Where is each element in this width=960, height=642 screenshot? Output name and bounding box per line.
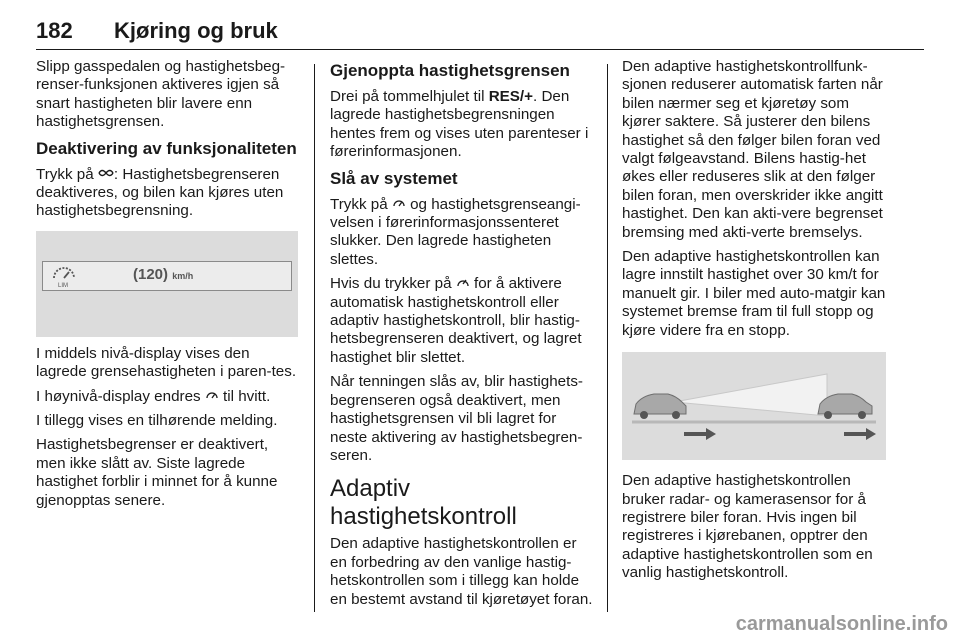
heading-deactivate: Deaktivering av funksjonaliteten xyxy=(36,138,297,158)
speed-limiter-icon xyxy=(49,264,79,293)
cancel-icon xyxy=(98,166,114,184)
paragraph: Hvis du trykker på for å aktivere automatisk hastighetskontroll eller adaptiv hastighetskontroll, blir hastig-hetsbegrenseren deaktivert, og lagret hastighet blir slettet. xyxy=(330,275,582,366)
res-plus-label: RES/+ xyxy=(488,88,534,105)
paragraph: Den adaptive hastighetskontrollfunk-sjonen reduserer automatisk farten når bilen nærmer seg et kjøretøy som kjører saktere. Så justerer den bilens hastighet så den følger bilen foran ved valgt følgeavstand. Bilens hastig-het økes eller reduseres slik at den følger bilen foran, men overskrider ikke angitt hastighet. Den kan akti-vere begrenset bremsing med akti-verte bremselys. xyxy=(622,58,883,241)
paragraph: Den adaptive hastighetskontrollen kan lagre innstilt hastighet over 30 km/t for manuelt gir. I biler med auto-matgir kan systemet bremse fram til full stopp og kjøre videre fra en stopp. xyxy=(622,248,886,339)
column-divider-1 xyxy=(314,64,315,612)
page-header xyxy=(36,14,924,50)
paragraph: Den adaptive hastighetskontrollen bruker radar- og kamerasensor for å registrere biler foran. Hvis ingen bil registreres i kjørebanen, opptrer den adaptive hastighetskontrollen som en vanlig hastighetskontroll. xyxy=(622,472,873,582)
heading-resume: Gjenoppta hastighetsgrensen xyxy=(330,61,570,80)
speed-unit: km/h xyxy=(172,270,194,281)
radar-beam xyxy=(674,374,827,416)
speed-limiter-icon xyxy=(205,388,219,406)
page-number: 182 xyxy=(36,18,73,43)
paragraph: Trykk på : Hastighetsbegrenseren deaktiveres, og bilen kan kjøres uten hastighetsbegrensning. xyxy=(36,165,284,220)
paragraph: Den adaptive hastighetskontrollen er en forbedring av den vanlige hastig-hetskontrollen som i tillegg kan holde en bestemt avstand til kjøretøyet foran. xyxy=(330,535,593,608)
paragraph: Trykk på og hastighetsgrenseangi-velsen i førerinformasjonssenteret slukker. Den lagrede hastigheten slettes. xyxy=(330,195,581,268)
limiter-speed-value: (120) km/h xyxy=(133,265,194,283)
vehicle-ahead-icon xyxy=(818,394,872,419)
paragraph: I høynivå-display endres til hvitt. xyxy=(36,387,271,405)
watermark: carmanualsonline.info xyxy=(735,613,948,635)
chapter-title: Kjøring og bruk xyxy=(114,18,278,43)
column-3 xyxy=(622,58,886,589)
paragraph: I tillegg vises en tilhørende melding. xyxy=(36,412,278,430)
cruise-control-icon xyxy=(456,275,470,293)
limiter-display-bar xyxy=(42,261,292,291)
column-divider-2 xyxy=(607,64,608,612)
arrow-right-icon xyxy=(684,428,716,440)
paragraph: Når tenningen slås av, blir hastighets-begrenseren også deaktivert, men hastighetsgrensen vil bli lagret for neste aktivering av hastighetsbegren-seren. xyxy=(330,373,583,464)
own-car-icon xyxy=(634,394,686,419)
heading-adaptive-cruise: Adaptiv hastighetskontroll xyxy=(330,475,517,531)
column-2 xyxy=(330,58,594,615)
paragraph: Hastighetsbegrenser er deaktivert, men ikke slått av. Siste lagrede hastighet forblir i minnet for å kunne gjenopptas senere. xyxy=(36,436,278,509)
heading-turn-off: Slå av systemet xyxy=(330,168,458,188)
limiter-display-figure xyxy=(36,231,298,337)
paragraph: Slipp gasspedalen og hastighetsbeg-renser-funksjonen aktiveres igjen så snart hastigheten blir lavere enn hastighetsgrensen. xyxy=(36,58,286,131)
adaptive-cruise-radar-figure xyxy=(622,352,886,460)
paragraph: I middels nivå-display vises den lagrede grensehastigheten i paren-tes. xyxy=(36,344,297,381)
paragraph: Drei på tommelhjulet til RES/+. Den lagrede hastighetsbegrensningen hentes frem og vises uten parenteser i førerinformasjonen. xyxy=(330,88,589,161)
column-1 xyxy=(36,58,298,516)
arrow-right-icon xyxy=(844,428,876,440)
speed-limiter-icon xyxy=(392,196,406,214)
svg-text:LIM: LIM xyxy=(58,282,69,288)
